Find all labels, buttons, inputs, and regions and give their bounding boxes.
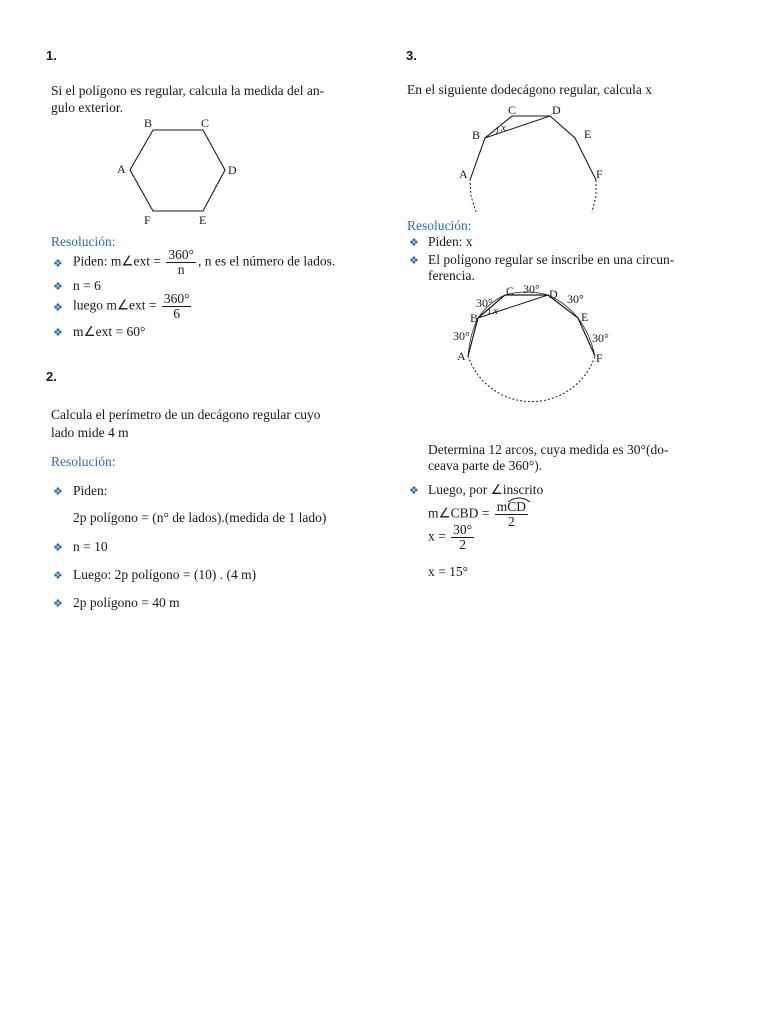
fraction-numerator: 30° [453, 522, 473, 537]
diamond-bullet-icon: ❖ [409, 255, 419, 267]
fraction-numerator: 360° [163, 291, 190, 306]
problem-1-statement-line-2: gulo exterior. [51, 100, 123, 115]
problem-1-statement-line-1: Si el polígono es regular, calcula la medida del an- [51, 83, 325, 98]
inscribed-label-f: F [596, 351, 603, 365]
fraction [451, 523, 474, 552]
problem-1-step-1-suffix: , n es el número de lados. [198, 253, 336, 269]
problem-3-statement: En el siguiente dodecágono regular, calcula x [407, 82, 652, 97]
problem-2-statement-line-1: Calcula el perímetro de un decágono regular cuyo [51, 407, 321, 422]
fraction-denominator: 2 [507, 514, 515, 529]
problem-1-step-2: n = 6 [73, 278, 101, 293]
problem-2-step-4: 2p polígono = 40 m [73, 595, 180, 610]
dodecagon-label-c: C [508, 103, 517, 117]
diamond-bullet-icon: ❖ [53, 281, 63, 293]
inscribed-label-b: B [470, 311, 479, 325]
arc-ab-30-label: 30° [453, 329, 470, 343]
inscribed-angle-x: x [493, 305, 498, 317]
diamond-bullet-icon: ❖ [53, 302, 63, 314]
problem-1-step-3-prefix: luego m∠ext = [73, 297, 157, 313]
hexagon-label-b: B [144, 116, 153, 130]
fraction-denominator: 2 [459, 537, 466, 552]
problem-2-step-2: n = 10 [73, 539, 108, 554]
dodecagon-label-f: F [596, 167, 603, 181]
problem-3-step-1: Piden: x [428, 234, 473, 249]
fraction-denominator: n [177, 262, 185, 277]
problem-3-resolucion-heading: Resolución: [407, 218, 472, 233]
fraction-denominator: 6 [173, 306, 181, 321]
arc-bc-30-label: 30° [476, 296, 493, 310]
problem-2-step-3: Luego: 2p polígono = (10) . (4 m) [73, 567, 257, 582]
problem-3-number: 3. [406, 48, 417, 63]
inscribed-label-d: D [549, 287, 558, 301]
dodecagon-label-b: B [472, 128, 481, 142]
problem-2-resolucion-heading: Resolución: [51, 454, 116, 469]
problem-2-step-1: Piden: [73, 483, 108, 498]
diamond-bullet-icon: ❖ [409, 237, 419, 249]
problem-3-step-2-line-1: El polígono regular se inscribe en una circun- [428, 252, 675, 267]
dodecagon-label-d: D [552, 103, 561, 117]
problem-1-number: 1. [46, 48, 57, 63]
problem-3-equation-3: x = 15° [428, 564, 469, 579]
diamond-bullet-icon: ❖ [53, 570, 63, 582]
arc-ef-30-label: 30° [592, 331, 609, 345]
diamond-bullet-icon: ❖ [53, 598, 63, 610]
equation-1-prefix: m∠CBD = [428, 505, 490, 521]
problem-2-formula: 2p polígono = (n° de lados).(medida de 1 lado) [73, 510, 327, 525]
diamond-bullet-icon: ❖ [409, 485, 419, 497]
arc-cd-30-label: 30° [523, 282, 540, 296]
problem-3-equation-2 [428, 523, 476, 552]
diamond-bullet-icon: ❖ [53, 327, 63, 339]
diamond-bullet-icon: ❖ [53, 258, 63, 270]
problem-3-determina-line-1: Determina 12 arcos, cuya medida es 30°(do- [428, 442, 669, 457]
problem-2-statement-line-2: lado mide 4 m [51, 425, 129, 440]
arc-de-30-label: 30° [567, 292, 584, 306]
diamond-bullet-icon: ❖ [53, 486, 63, 498]
dodecagon-label-e: E [584, 127, 592, 141]
dodecagon-angle-x: x [501, 122, 506, 134]
equation-2-prefix: x = [428, 528, 446, 544]
problem-2-number: 2. [46, 369, 57, 384]
problem-1-resolucion-heading: Resolución: [51, 234, 116, 249]
diamond-bullet-icon: ❖ [53, 542, 63, 554]
hexagon-label-f: F [144, 213, 151, 227]
problem-3-step-3: Luego, por ∠inscrito [428, 482, 544, 497]
hexagon-label-e: E [199, 213, 207, 227]
problem-1-step-4: m∠ext = 60° [73, 324, 146, 339]
inscribed-label-c: C [506, 284, 515, 298]
dodecagon-label-a: A [459, 167, 468, 181]
hexagon-label-a: A [117, 162, 126, 176]
problem-1-step-1-prefix: Piden: m∠ext = [73, 253, 161, 269]
hexagon-label-d: D [228, 163, 237, 177]
hexagon-label-c: C [201, 116, 210, 130]
problem-3-step-2-line-2: ferencia. [428, 268, 475, 283]
inscribed-label-a: A [457, 349, 466, 363]
problem-3-determina-line-2: ceava parte de 360°). [428, 458, 543, 473]
inscribed-label-e: E [581, 310, 589, 324]
fraction-numerator: 360° [168, 247, 194, 262]
fraction-numerator: mCD [496, 499, 526, 514]
